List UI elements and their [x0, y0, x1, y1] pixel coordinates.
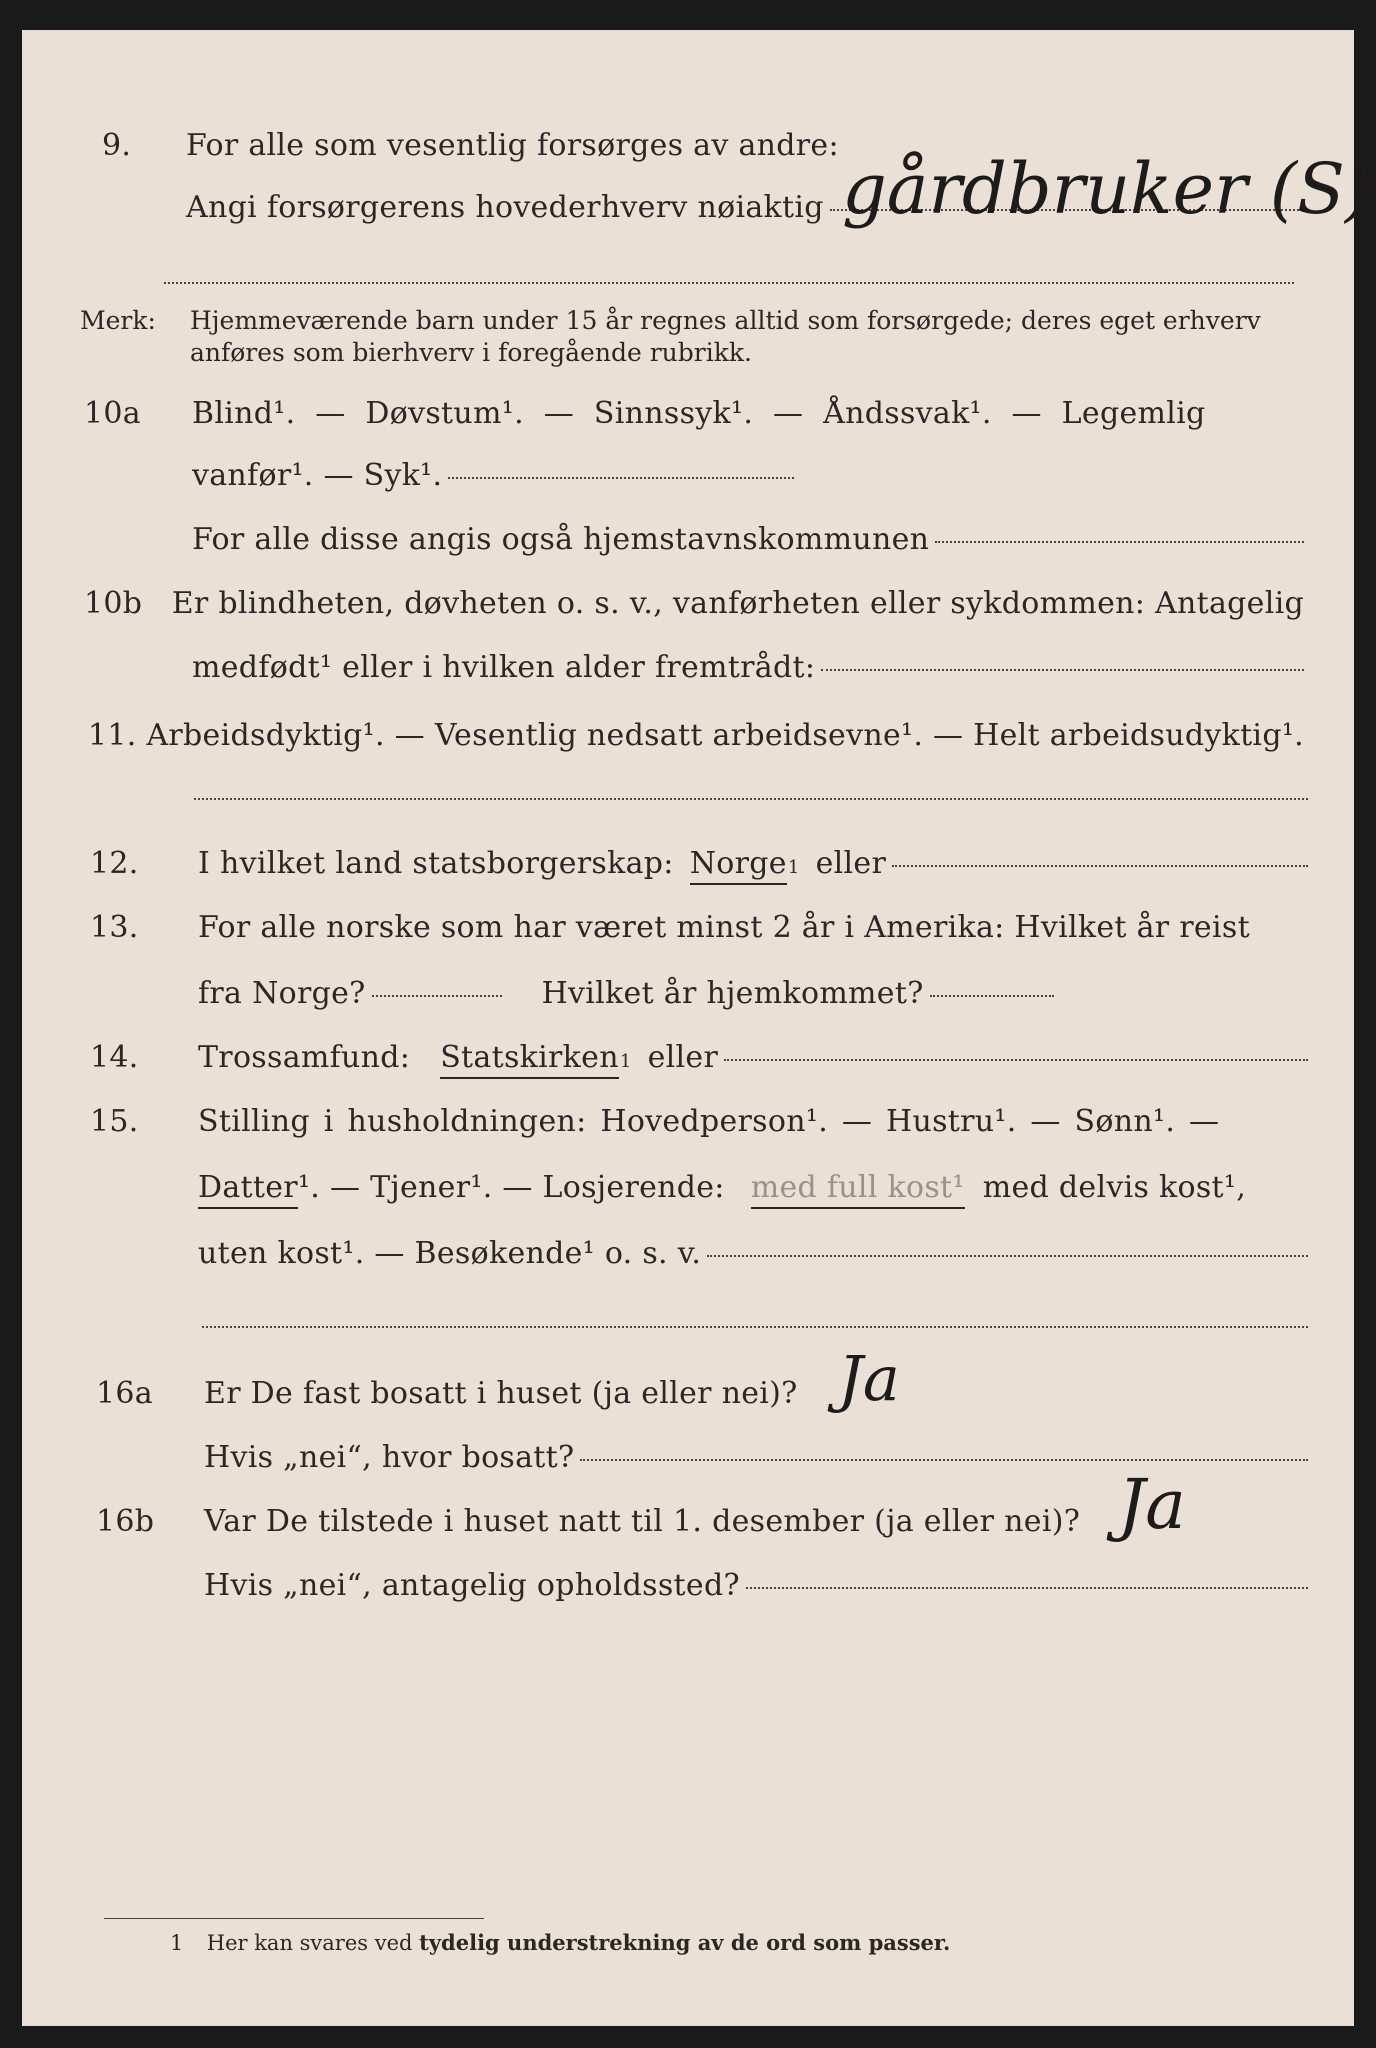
q10a-line1 — [84, 396, 1304, 431]
q15-number: 15. — [90, 1104, 139, 1139]
q16a-line1 — [96, 1376, 1308, 1411]
q15-line1 — [90, 1104, 1308, 1139]
q16b-text-line2: Hvis „nei“, antagelig opholdssted? — [204, 1568, 740, 1603]
q10b-line1 — [84, 586, 1304, 621]
q15-text-line3: uten kost¹. — Besøkende¹ o. s. v. — [198, 1236, 702, 1271]
q12-line1: 12. I hvilket land statsborgerskap: Norge 1 eller — [90, 846, 1308, 885]
q12-norge-underlined: Norge — [690, 846, 787, 885]
merk-line2: anføres som bierhverv i foregående rubrikk. — [190, 338, 752, 367]
q16a-number: 16a — [96, 1376, 153, 1411]
q16a-handwritten-answer: Ja — [838, 1342, 900, 1415]
q16a-text-line2: Hvis „nei“, hvor bosatt? — [204, 1440, 575, 1475]
merk-label: Merk: — [80, 306, 156, 335]
q14-statskirken-underlined: Statskirken — [440, 1040, 619, 1079]
footnote-text-a: Her kan svares ved — [206, 1931, 413, 1955]
q16b-handwritten-answer: Ja — [1118, 1466, 1186, 1545]
q9-text-line2: Angi forsørgerens hovederhverv nøiaktig — [186, 190, 824, 225]
q10a-syk-line — [448, 477, 794, 479]
q10a-kommune-line — [935, 541, 1304, 543]
q9-text-line1: For alle som vesentlig forsørges av andre: — [186, 128, 839, 163]
q9-handwritten-answer: gårdbruker (S) — [842, 148, 1373, 230]
q10b-number: 10b — [84, 586, 143, 621]
q14-text-suffix: eller — [647, 1040, 719, 1075]
q16b-answer-line — [746, 1587, 1308, 1589]
q9-extra-line — [164, 282, 1294, 284]
q13-text-line1: For alle norske som har været minst 2 år i Amerika: Hvilket år reist — [198, 910, 1250, 945]
q12-number: 12. — [90, 846, 139, 881]
merk-line1: Hjemmeværende barn under 15 år regnes alltid som forsørgede; deres eget erhverv — [190, 306, 1261, 335]
q11-extra-line — [194, 798, 1308, 800]
q10a-line3 — [192, 522, 1304, 557]
q16a-answer-line — [580, 1459, 1308, 1461]
q15-text-line1: Stilling i husholdningen: Hovedperson¹. — Hustru¹. — Sønn¹. — — [198, 1104, 1220, 1139]
q14-answer-line — [724, 1059, 1308, 1061]
q14-text-prefix: Trossamfund: — [198, 1040, 411, 1075]
q10b-line2 — [192, 650, 1304, 685]
q10a-text-line1: Blind¹. — Døvstum¹. — Sinnssyk¹. — Åndssvak¹. — Legemlig — [192, 396, 1206, 431]
q14-number: 14. — [90, 1040, 139, 1075]
q13-line2 — [198, 976, 1054, 1011]
q10b-text-line2: medfødt¹ eller i hvilken alder fremtrådt: — [192, 650, 816, 685]
q10b-text-line1: Er blindheten, døvheten o. s. v., vanførheten eller sykdommen: Antagelig — [171, 586, 1304, 621]
q15-datter-underlined: Datter — [198, 1170, 298, 1209]
q15-text-line2b: med delvis kost¹, — [982, 1170, 1247, 1205]
q16b-text-line1: Var De tilstede i huset natt til 1. desember (ja eller nei)? — [204, 1504, 1081, 1539]
q15-answer-line — [707, 1255, 1308, 1257]
form-page — [22, 30, 1373, 2026]
q9-number: 9. — [102, 128, 132, 163]
footnote-rule — [104, 1918, 484, 1919]
q16b-number: 16b — [96, 1504, 155, 1539]
q14-line1: 14. Trossamfund: Statskirken 1 eller — [90, 1040, 1308, 1079]
q11-text-line1: Arbeidsdyktig¹. — Vesentlig nedsatt arbeidsevne¹. — Helt arbeidsudyktig¹. — [146, 718, 1304, 753]
q11-number: 11. — [88, 718, 137, 753]
q12-text-prefix: I hvilket land statsborgerskap: — [198, 846, 674, 881]
q13-text-reist: fra Norge? — [198, 976, 366, 1011]
q11-line1 — [88, 718, 1304, 753]
q13-text-hjemkommet: Hvilket år hjemkommet? — [541, 976, 924, 1011]
q16a-text-line1: Er De fast bosatt i huset (ja eller nei)? — [204, 1376, 798, 1411]
q13-line1 — [90, 910, 1308, 945]
footnote — [170, 1930, 950, 1955]
q12-answer-line — [892, 865, 1308, 867]
q10a-line2 — [192, 458, 794, 493]
q10a-text-line3: For alle disse angis også hjemstavnskommunen — [192, 522, 930, 557]
q10a-number: 10a — [84, 396, 141, 431]
q15-struck-full-kost: med full kost¹ — [751, 1170, 965, 1209]
q13-number: 13. — [90, 910, 139, 945]
footnote-mark: 1 — [170, 1931, 184, 1955]
q15-text-line2a: ¹. — Tjener¹. — Losjerende: — [297, 1170, 725, 1205]
q15-line2 — [198, 1170, 1308, 1209]
q10b-alder-line — [821, 669, 1304, 671]
footnote-text-b: tydelig understrekning av de ord som passer. — [419, 1930, 951, 1955]
q15-line3 — [198, 1236, 1308, 1271]
q12-text-suffix: eller — [815, 846, 887, 881]
q15-extra-line — [202, 1326, 1308, 1328]
q13-reist-line — [372, 995, 502, 997]
q10a-text-line2: vanfør¹. — Syk¹. — [192, 458, 443, 493]
q13-hjemkommet-line — [930, 995, 1054, 997]
q16b-line2 — [204, 1568, 1308, 1603]
